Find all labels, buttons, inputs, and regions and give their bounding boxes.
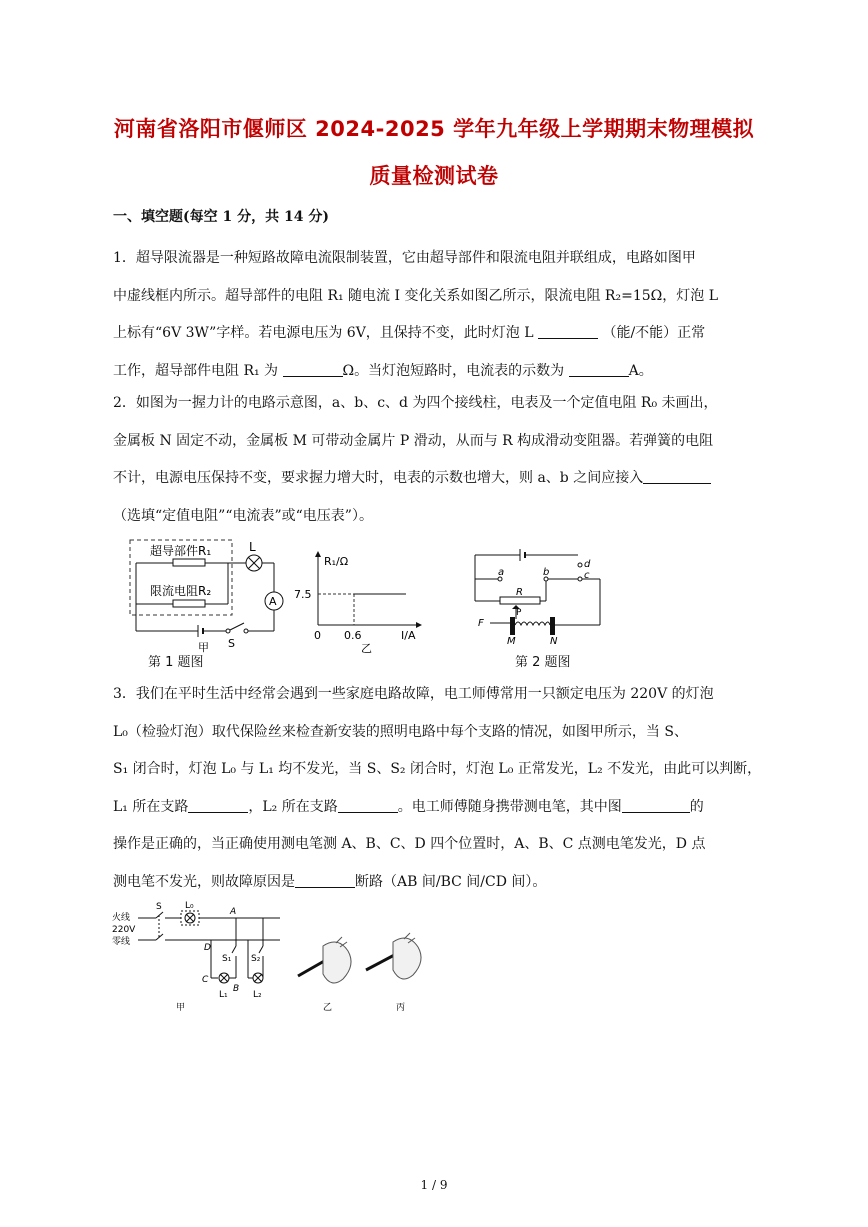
fig2-f-label: F	[478, 618, 484, 629]
fig2-n-label: N	[550, 636, 558, 645]
fig3-l1-label: L₁	[219, 990, 228, 1000]
answer-blank	[283, 362, 343, 377]
document-title-line2: 质量检测试卷	[369, 164, 499, 188]
question-2	[113, 385, 758, 535]
q2-line3	[113, 460, 758, 498]
figure-2-circuit	[470, 545, 610, 645]
fig1-x-tick: 0.6	[344, 629, 362, 642]
q3-line3: S₁ 闭合时，灯泡 L₀ 与 L₁ 均不发光，当 S、S₂ 闭合时，灯泡 L₀ 正常发光，L₂ 不发光，由此可以判断，	[113, 761, 762, 777]
q2-line4: （选填“定值电阻”“电流表”或“电压表”）。	[113, 507, 373, 524]
fig1-xaxis-label: I/A	[401, 629, 416, 642]
q1-line3-text: 上标有“6V 3W”字样。若电源电压为 6V，且保持不变，此时灯泡 L	[113, 325, 534, 341]
fig1-yi-label: 乙	[361, 642, 372, 655]
fig1-lamp-label: L	[249, 540, 256, 554]
fig3-jia-label: 甲	[176, 1003, 186, 1013]
fig1-y-tick: 7.5	[294, 588, 312, 601]
q3-line4-text: L₁ 所在支路	[113, 798, 189, 815]
fig1-superconductor-label: 超导部件R₁	[150, 544, 212, 558]
q3-line4	[113, 789, 758, 827]
question-3	[113, 676, 762, 901]
fig3-d-label: D	[204, 943, 211, 953]
q3-line4-tail: 的	[689, 798, 704, 815]
fig2-r-label: R	[516, 587, 523, 598]
answer-blank	[643, 469, 711, 484]
q3-line1: 3．我们在平时生活中经常会遇到一些家庭电路故障，电工师傅常用一只额定电压为 220V 的灯泡	[113, 686, 714, 702]
answer-blank	[569, 362, 629, 377]
fig3-l0-label: L₀	[185, 901, 194, 911]
fig2-a-label: a	[498, 567, 505, 578]
fig3-s2-label: S₂	[251, 954, 261, 964]
section-heading: 一、填空题(每空 1 分，共 14 分)	[113, 209, 329, 225]
fig2-c-label: c	[584, 570, 590, 581]
fig3-yi-label: 乙	[323, 1003, 333, 1013]
fig3-l2-label: L₂	[253, 990, 262, 1000]
q3-line2: L₀（检验灯泡）取代保险丝来检查新安装的照明电路中每个支路的情况，如图甲所示，当 S、	[113, 723, 688, 740]
fig3-s1-label: S₁	[222, 954, 232, 964]
q1-line3-tail: （能/不能）正常	[602, 325, 706, 341]
q1-line3	[113, 315, 758, 353]
fig3-s-label: S	[156, 902, 162, 912]
fig2-m-label: M	[507, 636, 516, 645]
q3-line4-mid: ，L₂ 所在支路	[248, 798, 338, 815]
document-title-line1: 河南省洛阳市偃师区 2024-2025 学年九年级上学期期末物理模拟	[113, 117, 755, 141]
fig3-a-label: A	[230, 907, 237, 917]
q1-line2: 中虚线框内所示。超导部件的电阻 R₁ 随电流 I 变化关系如图乙所示，限流电阻 R₂=15Ω，灯泡 L	[113, 287, 718, 304]
answer-blank	[622, 798, 690, 813]
q2-line2: 金属板 N 固定不动，金属板 M 可带动金属片 P 滑动，从而与 R 构成滑动变阻器。若弹簧的电阻	[113, 432, 714, 449]
fig1-switch-label: S	[228, 637, 235, 650]
q1-line4-mid: Ω。当灯泡短路时，电流表的示数为	[342, 362, 565, 379]
fig2-d-label: d	[584, 559, 591, 570]
fig3-c-label: C	[202, 975, 209, 985]
fig1-limiter-label: 限流电阻R₂	[150, 584, 212, 598]
figure-1-caption: 第 1 题图	[148, 655, 204, 670]
fig1-jia-label: 甲	[198, 641, 209, 654]
q2-line1: 2．如图为一握力计的电路示意图，a、b、c、d 为四个接线柱，电表及一个定值电阻 R₀ 未画出，	[113, 395, 718, 411]
figure-1-circuit	[118, 535, 428, 655]
q3-line4-mid2: 。电工师傅随身携带测电笔，其中图	[397, 798, 622, 815]
switch-icon	[230, 623, 244, 630]
q1-line1: 1．超导限流器是一种短路故障电流限制装置，它由超导部件和限流电阻并联组成，电路如图甲	[113, 250, 696, 266]
answer-blank	[188, 798, 248, 813]
page-number: 1 / 9	[420, 1178, 448, 1192]
fig1-yaxis-label: R₁/Ω	[324, 555, 349, 568]
fig1-x-origin: 0	[314, 629, 321, 642]
fig3-live-label: 火线	[112, 913, 131, 923]
question-1	[113, 240, 758, 390]
fig3-220v-label: 220V	[112, 925, 136, 935]
fig3-neutral-label: 零线	[112, 937, 131, 947]
q3-line6-tail: 断路（AB 间/BC 间/CD 间）。	[355, 873, 547, 890]
fig2-b-label: b	[543, 567, 550, 578]
fig3-b-label: B	[233, 984, 240, 994]
answer-blank	[295, 873, 355, 888]
q1-line4-text: 工作，超导部件电阻 R₁ 为	[113, 362, 279, 379]
q1-line4-tail: A。	[628, 362, 653, 379]
answer-blank	[338, 798, 398, 813]
q3-line6-text: 测电笔不发光，则故障原因是	[113, 873, 295, 890]
answer-blank	[538, 324, 598, 339]
figure-2-caption: 第 2 题图	[515, 655, 571, 670]
fig3-bing-label: 丙	[396, 1003, 406, 1013]
q2-line3-text: 不计，电源电压保持不变，要求握力增大时，电表的示数也增大，则 a、b 之间应接入	[113, 470, 644, 486]
q3-line5: 操作是正确的，当正确使用测电笔测 A、B、C、D 四个位置时，A、B、C 点测电笔发光，D 点	[113, 836, 706, 852]
fig2-p-label: P	[516, 608, 522, 618]
test-pen-icon	[366, 933, 421, 979]
q3-line6	[113, 864, 758, 902]
figure-3-circuit	[108, 898, 448, 1018]
test-pen-icon	[298, 937, 351, 983]
fig1-ammeter-label: A	[269, 595, 277, 608]
